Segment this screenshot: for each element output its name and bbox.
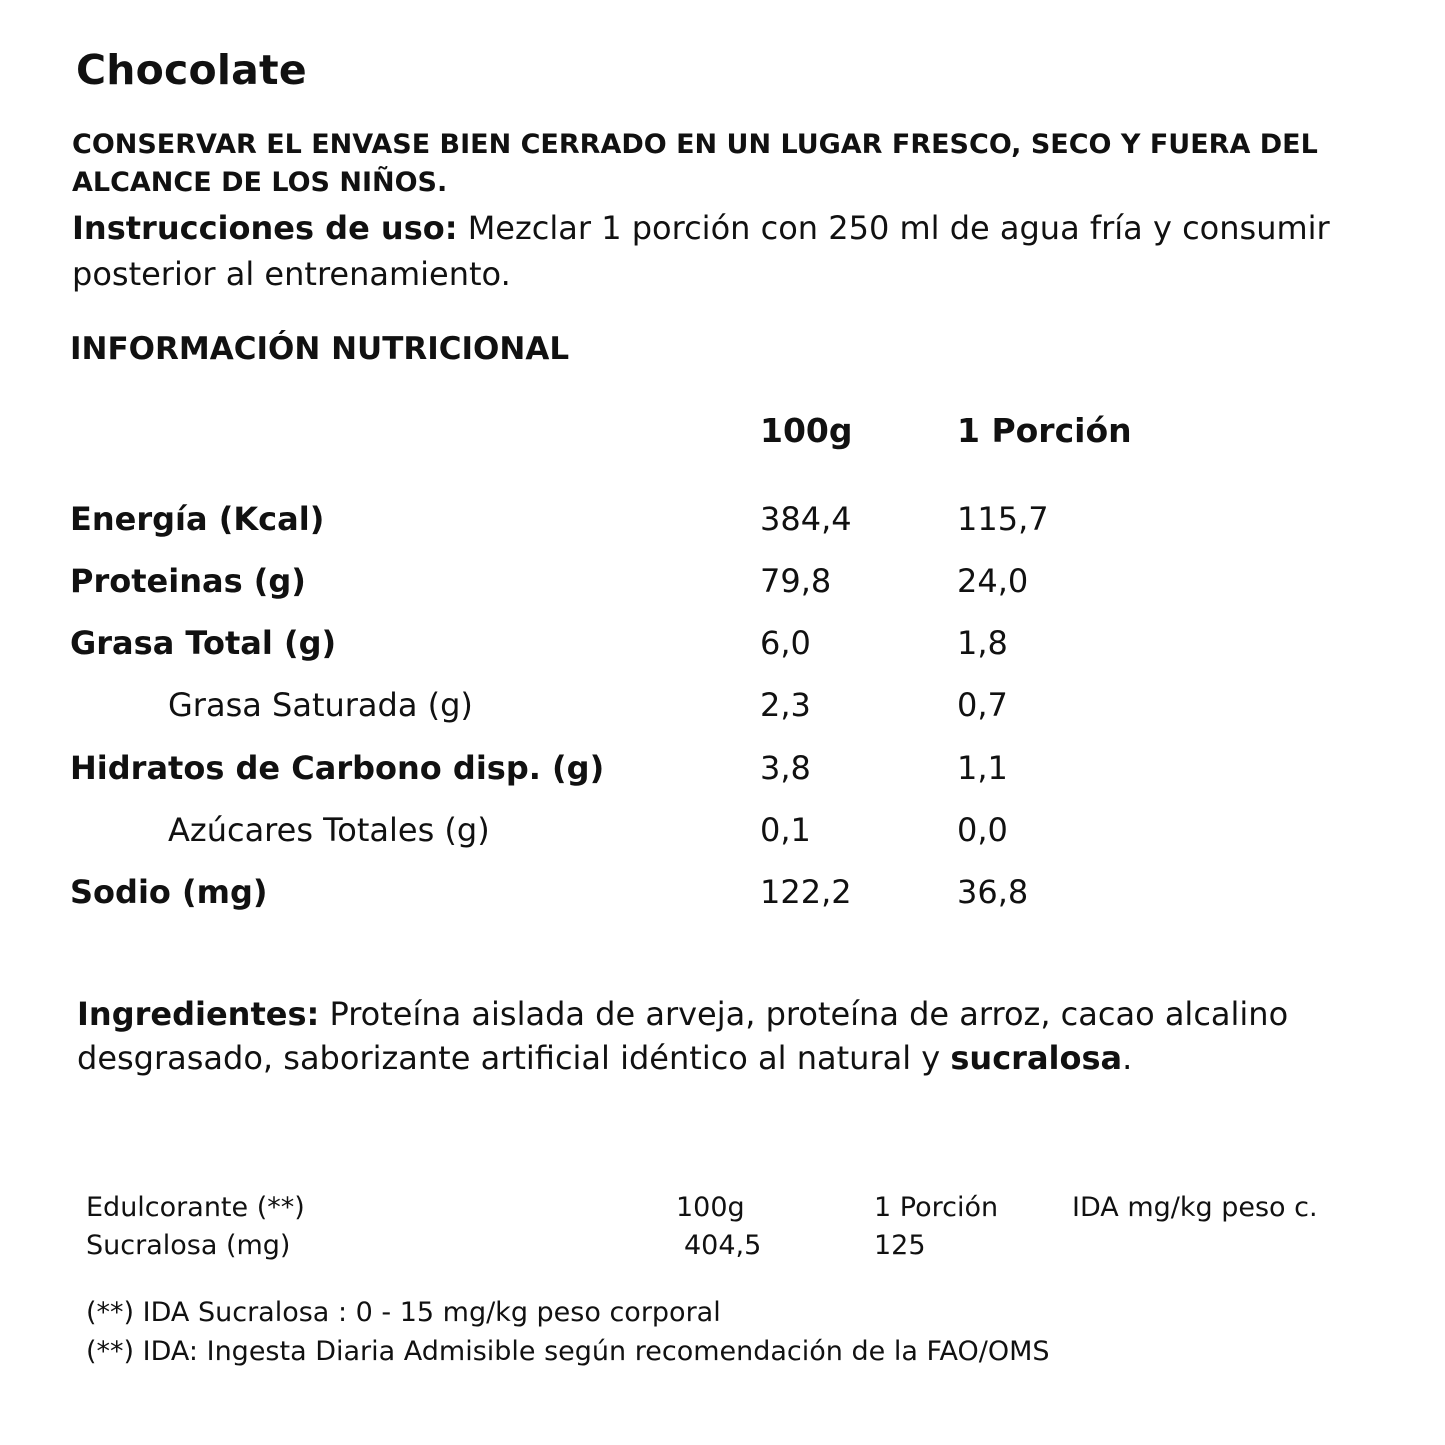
value-100g: 3,8 <box>760 749 811 787</box>
value-portion: 36,8 <box>957 873 1029 911</box>
value-portion: 0,7 <box>957 686 1008 724</box>
storage-warning: CONSERVAR EL ENVASE BIEN CERRADO EN UN LUGAR FRESCO, SECO Y FUERA DEL ALCANCE DE LOS NIÑOS. <box>72 129 1318 198</box>
nutrient-label: Hidratos de Carbono disp. (g) <box>70 749 605 787</box>
value-portion: 0,0 <box>957 811 1008 849</box>
nutrient-label: Proteinas (g) <box>70 562 306 600</box>
table-row <box>0 500 1445 544</box>
usage-instructions <box>72 205 1402 297</box>
value-100g: 2,3 <box>760 686 811 724</box>
footnote-ida-definition: (**) IDA: Ingesta Diaria Admisible según recomendación de la FAO/OMS <box>86 1336 1050 1367</box>
value-portion: 115,7 <box>957 500 1049 538</box>
table-row <box>0 686 1445 730</box>
column-header-100g: 100g <box>760 411 853 450</box>
ingredients-period: . <box>1122 1039 1133 1077</box>
sweetener-header-label: Edulcorante (**) <box>86 1192 305 1223</box>
ingredients-paragraph <box>77 992 1377 1080</box>
table-row <box>0 749 1445 793</box>
ingredients-text: Proteína aislada de arveja, proteína de arroz, cacao alcalino desgrasado, saborizante artificial idéntico al natural y <box>77 995 1289 1077</box>
sweetener-row-label: Sucralosa (mg) <box>86 1230 291 1261</box>
value-100g: 0,1 <box>760 811 811 849</box>
nutrient-label: Sodio (mg) <box>70 873 268 911</box>
sweetener-row-100g: 404,5 <box>684 1230 762 1261</box>
table-row <box>0 624 1445 668</box>
value-100g: 6,0 <box>760 624 811 662</box>
sweetener-header-100g: 100g <box>676 1192 745 1223</box>
nutrient-sublabel: Grasa Saturada (g) <box>168 686 473 724</box>
value-100g: 384,4 <box>760 500 852 538</box>
value-100g: 79,8 <box>760 562 832 600</box>
table-row <box>0 873 1445 917</box>
instructions-text: Mezclar 1 porción con 250 ml de agua fría y consumir posterior al entrenamiento. <box>72 209 1330 293</box>
nutrient-sublabel: Azúcares Totales (g) <box>168 811 490 849</box>
ingredients-label: Ingredientes: <box>77 995 320 1033</box>
nutrient-label: Grasa Total (g) <box>70 624 337 662</box>
instructions-label: Instrucciones de uso: <box>72 209 458 247</box>
table-row <box>0 811 1445 855</box>
value-portion: 1,8 <box>957 624 1008 662</box>
nutrition-section-title: INFORMACIÓN NUTRICIONAL <box>70 331 570 367</box>
nutrient-label: Energía (Kcal) <box>70 500 325 538</box>
value-portion: 1,1 <box>957 749 1008 787</box>
column-header-portion: 1 Porción <box>957 411 1132 450</box>
table-row <box>0 562 1445 606</box>
ingredients-sucralose: sucralosa <box>950 1039 1123 1077</box>
value-portion: 24,0 <box>957 562 1029 600</box>
footnote-ida-sucralose: (**) IDA Sucralosa : 0 - 15 mg/kg peso corporal <box>86 1297 721 1328</box>
sweetener-header-portion: 1 Porción <box>874 1192 999 1223</box>
sweetener-row-portion: 125 <box>874 1230 926 1261</box>
value-100g: 122,2 <box>760 873 852 911</box>
product-title: Chocolate <box>76 46 307 94</box>
sweetener-header-ida: IDA mg/kg peso c. <box>1072 1192 1318 1223</box>
